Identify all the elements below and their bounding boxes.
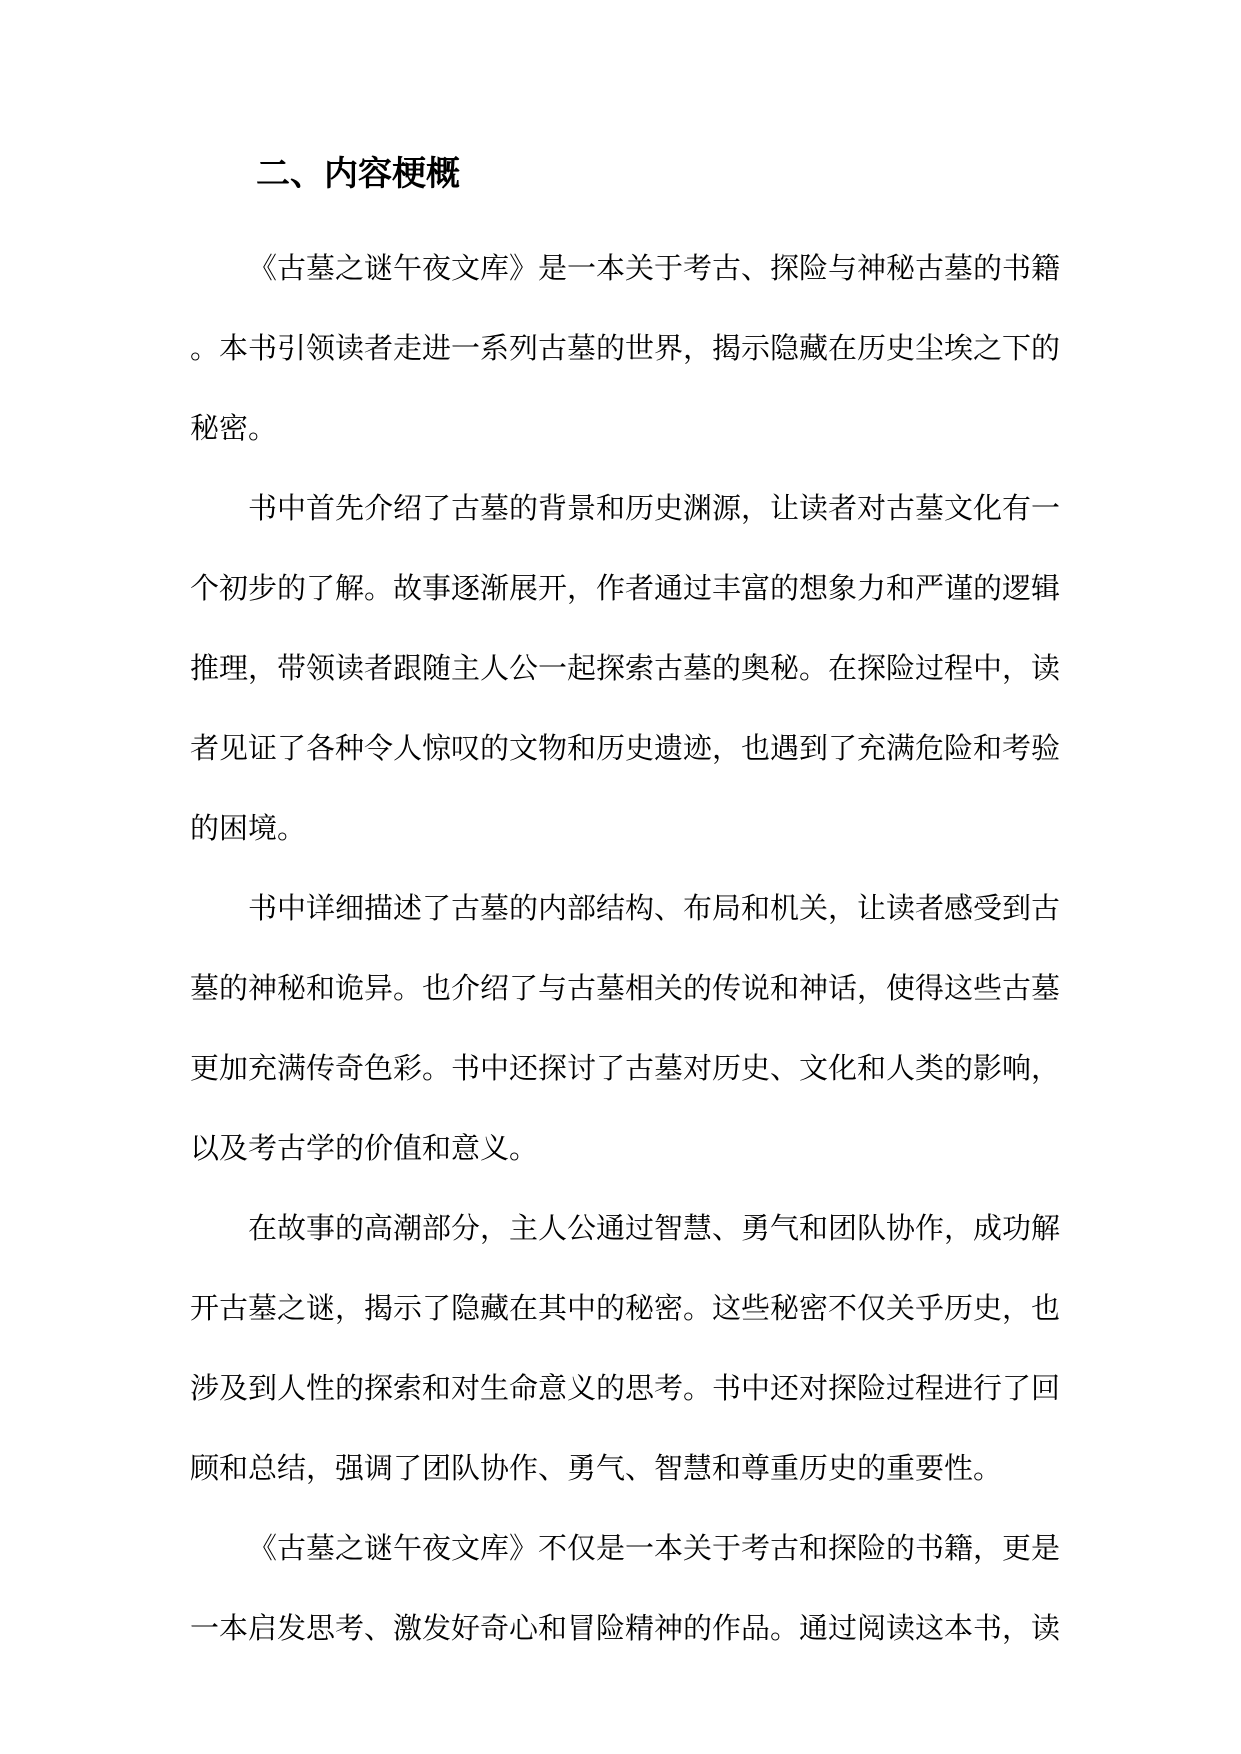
paragraph: 在故事的高潮部分，主人公通过智慧、勇气和团队协作，成功解开古墓之谜，揭示了隐藏在其中的秘密。这些秘密不仅关乎历史，也涉及到人性的探索和对生命意义的思考。书中还对探险过程进行了回顾和总结，强调了团队协作、勇气、智慧和尊重历史的重要性。	[190, 1211, 1061, 1485]
section-heading: 二、内容梗概	[256, 154, 460, 194]
paragraph: 书中详细描述了古墓的内部结构、布局和机关，让读者感受到古墓的神秘和诡异。也介绍了与古墓相关的传说和神话，使得这些古墓更加充满传奇色彩。书中还探讨了古墓对历史、文化和人类的影响，以及考古学的价值和意义。	[190, 891, 1061, 1165]
paragraph: 书中首先介绍了古墓的背景和历史渊源，让读者对古墓文化有一个初步的了解。故事逐渐展开，作者通过丰富的想象力和严谨的逻辑推理，带领读者跟随主人公一起探索古墓的奥秘。在探险过程中，读者见证了各种令人惊叹的文物和历史遗迹，也遇到了充满危险和考验的困境。	[190, 491, 1061, 845]
paragraph: 《古墓之谜午夜文库》是一本关于考古、探险与神秘古墓的书籍。本书引领读者走进一系列古墓的世界，揭示隐藏在历史尘埃之下的秘密。	[190, 251, 1061, 445]
document-body	[190, 228, 1060, 1668]
paragraph: 《古墓之谜午夜文库》不仅是一本关于考古和探险的书籍，更是一本启发思考、激发好奇心和冒险精神的作品。通过阅读这本书，读	[190, 1531, 1061, 1645]
